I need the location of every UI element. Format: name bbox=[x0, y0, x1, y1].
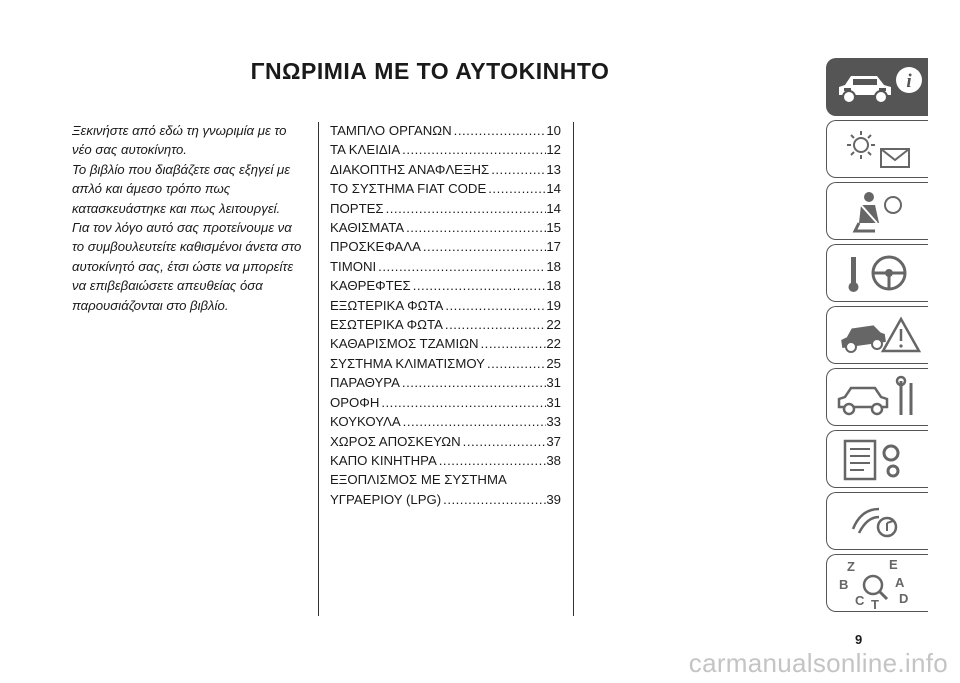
toc-entry-page: 17 bbox=[546, 239, 561, 255]
technical-data-icon bbox=[831, 433, 927, 487]
toc-leader-dots bbox=[401, 412, 547, 431]
index-tab-letter: B bbox=[839, 577, 849, 592]
toc-entry-label: ΕΞΟΠΛΙΣΜΟΣ ΜΕ ΣΥΣΤΗΜΑ bbox=[330, 472, 507, 488]
toc-leader-dots bbox=[411, 276, 547, 295]
index-tab-letter: D bbox=[899, 591, 909, 606]
toc-entry[interactable] bbox=[330, 451, 561, 470]
toc-entry[interactable] bbox=[330, 160, 561, 179]
table-of-contents bbox=[330, 121, 561, 509]
toc-entry-page: 10 bbox=[546, 123, 561, 138]
intro-paragraph: Το βιβλίο που διαβάζετε σας εξηγεί με απλό και άμεσο τρόπο πως κατασκευάστηκε και πως λειτουργεί. bbox=[72, 161, 291, 216]
toc-entry-page: 37 bbox=[546, 433, 561, 449]
toc-leader-dots bbox=[404, 218, 546, 237]
toc-leader-dots bbox=[489, 160, 546, 179]
toc-entry[interactable] bbox=[330, 432, 561, 451]
toc-entry[interactable] bbox=[330, 218, 561, 237]
toc-entry-page: 25 bbox=[546, 355, 561, 371]
tab-technical-data[interactable] bbox=[826, 430, 928, 488]
toc-leader-dots bbox=[479, 334, 547, 353]
index-icon bbox=[831, 557, 927, 611]
emergency-icon bbox=[831, 309, 927, 363]
toc-leader-dots bbox=[485, 354, 546, 373]
intro-paragraph: Για τον λόγο αυτό σας προτείνουμε να το συμβουλευτείτε καθισμένοι άνετα στο αυτοκίνητό σας, έτσι ώστε να μπορείτε να επιβεβαιώσετε απευθείας όσα παρουσιάζονται στο βιβλίο. bbox=[72, 220, 302, 313]
toc-entry[interactable] bbox=[330, 179, 561, 198]
car-info-icon bbox=[831, 61, 927, 115]
toc-leader-dots bbox=[379, 393, 546, 412]
toc-entry-page: 12 bbox=[546, 142, 561, 158]
toc-entry-label: ΠΟΡΤΕΣ bbox=[330, 200, 384, 216]
tab-car-info[interactable] bbox=[826, 58, 928, 116]
toc-entry-label: ΤΟ ΣΥΣΤΗΜΑ FIAT CODE bbox=[330, 181, 487, 197]
toc-entry-label: ΔΙΑΚΟΠΤΗΣ ΑΝΑΦΛΕΞΗΣ bbox=[330, 161, 490, 177]
toc-leader-dots bbox=[486, 179, 546, 198]
toc-leader-dots bbox=[400, 373, 546, 392]
toc-entry-page: 22 bbox=[546, 317, 561, 333]
toc-entry-label: ΤΑΜΠΛΟ ΟΡΓΑΝΩΝ bbox=[330, 123, 452, 138]
toc-entry-page: 15 bbox=[546, 220, 561, 236]
tab-warning-lights[interactable] bbox=[826, 120, 928, 178]
toc-leader-dots bbox=[461, 432, 547, 451]
toc-entry-label: ΠΡΟΣΚΕΦΑΛΑ bbox=[330, 239, 421, 255]
toc-leader-dots bbox=[443, 296, 546, 315]
toc-entry[interactable] bbox=[330, 199, 561, 218]
toc-entry-page: 33 bbox=[546, 414, 561, 430]
toc-entry-label: ΥΓΡΑΕΡΙΟΥ (LPG) bbox=[330, 491, 442, 507]
toc-entry[interactable] bbox=[330, 296, 561, 315]
toc-entry[interactable] bbox=[330, 276, 561, 295]
page-number: 9 bbox=[855, 632, 863, 647]
intro-paragraph: Ξεκινήστε από εδώ τη γνωριμία με το νέο σας αυτοκίνητο. bbox=[72, 123, 287, 158]
index-tab-letter: E bbox=[889, 557, 898, 572]
toc-leader-dots bbox=[384, 199, 547, 218]
toc-entry-label: ΚΑΘΙΣΜΑΤΑ bbox=[330, 220, 405, 236]
intro-text bbox=[72, 121, 307, 315]
index-tab-letter: Z bbox=[847, 559, 855, 574]
toc-entry-page: 14 bbox=[546, 200, 561, 216]
tab-index[interactable] bbox=[826, 554, 928, 612]
toc-entry[interactable] bbox=[330, 121, 561, 140]
toc-entry-label: ΤΑ ΚΛΕΙΔΙΑ bbox=[330, 142, 401, 158]
index-tab-letter: C bbox=[855, 593, 865, 608]
toc-entry[interactable] bbox=[330, 315, 561, 334]
tab-safety[interactable] bbox=[826, 182, 928, 240]
toc-entry-label: ΚΑΘΑΡΙΣΜΟΣ ΤΖΑΜΙΩΝ bbox=[330, 336, 479, 352]
toc-entry[interactable] bbox=[330, 354, 561, 373]
toc-leader-dots bbox=[437, 451, 547, 470]
toc-entry-page: 18 bbox=[546, 258, 561, 274]
toc-entry-label: ΟΡΟΦΗ bbox=[330, 394, 380, 410]
toc-entry-label: ΕΞΩΤΕΡΙΚΑ ΦΩΤΑ bbox=[330, 297, 444, 313]
toc-entry[interactable] bbox=[330, 490, 561, 509]
starting-driving-icon bbox=[831, 247, 927, 301]
column-divider-right bbox=[573, 122, 574, 616]
index-tab-letter: A bbox=[895, 575, 905, 590]
column-divider-left bbox=[318, 122, 319, 616]
toc-entry-page: 31 bbox=[546, 394, 561, 410]
index-tab-letter: T bbox=[871, 597, 879, 611]
toc-entry-page: 14 bbox=[546, 181, 561, 197]
toc-entry-label: ΧΩΡΟΣ ΑΠΟΣΚΕΥΩΝ bbox=[330, 433, 461, 449]
toc-entry[interactable] bbox=[330, 140, 561, 159]
toc-entry-label: ΚΑΘΡΕΦΤΕΣ bbox=[330, 278, 411, 294]
toc-leader-dots bbox=[452, 121, 547, 140]
toc-entry-label: ΠΑΡΑΘΥΡΑ bbox=[330, 375, 400, 391]
toc-entry-page: 22 bbox=[546, 336, 561, 352]
toc-leader-dots bbox=[443, 315, 546, 334]
tab-maintenance[interactable] bbox=[826, 368, 928, 426]
tab-emergency[interactable] bbox=[826, 306, 928, 364]
multimedia-icon bbox=[831, 495, 927, 549]
toc-leader-dots bbox=[441, 490, 546, 509]
toc-entry-label: ΕΣΩΤΕΡΙΚΑ ΦΩΤΑ bbox=[330, 317, 443, 333]
toc-leader-dots bbox=[421, 237, 546, 256]
maintenance-icon bbox=[831, 371, 927, 425]
toc-entry-page: 38 bbox=[546, 452, 561, 468]
svg-text:i: i bbox=[906, 71, 912, 92]
toc-entry-label: ΤΙΜΟΝΙ bbox=[330, 258, 377, 274]
toc-entry[interactable] bbox=[330, 470, 561, 489]
toc-entry[interactable] bbox=[330, 237, 561, 256]
toc-entry-page: 13 bbox=[546, 161, 561, 177]
toc-entry-label: ΚΑΠΟ ΚΙΝΗΤΗΡΑ bbox=[330, 452, 437, 468]
toc-entry[interactable] bbox=[330, 412, 561, 431]
toc-entry[interactable] bbox=[330, 373, 561, 392]
toc-entry[interactable] bbox=[330, 393, 561, 412]
toc-entry[interactable] bbox=[330, 257, 561, 276]
toc-leader-dots bbox=[376, 257, 546, 276]
toc-entry-page: 31 bbox=[546, 375, 561, 391]
toc-entry-page: 39 bbox=[546, 491, 561, 507]
toc-entry-label: ΣΥΣΤΗΜΑ ΚΛΙΜΑΤΙΣΜΟΥ bbox=[330, 355, 485, 371]
tab-starting-driving[interactable] bbox=[826, 244, 928, 302]
toc-entry[interactable] bbox=[330, 334, 561, 353]
safety-airbag-icon bbox=[831, 185, 927, 239]
toc-entry-label: ΚΟΥΚΟΥΛΑ bbox=[330, 414, 401, 430]
toc-entry-page: 19 bbox=[546, 297, 561, 313]
watermark: carmanualsonline.info bbox=[688, 648, 948, 678]
page-title: ΓΝΩΡΙΜΙΑ ΜΕ ΤΟ ΑΥΤΟΚΙΝΗΤΟ bbox=[250, 58, 610, 84]
toc-entry-page: 18 bbox=[546, 278, 561, 294]
tab-multimedia[interactable] bbox=[826, 492, 928, 550]
toc-leader-dots bbox=[400, 140, 546, 159]
warning-lights-icon bbox=[831, 123, 927, 177]
